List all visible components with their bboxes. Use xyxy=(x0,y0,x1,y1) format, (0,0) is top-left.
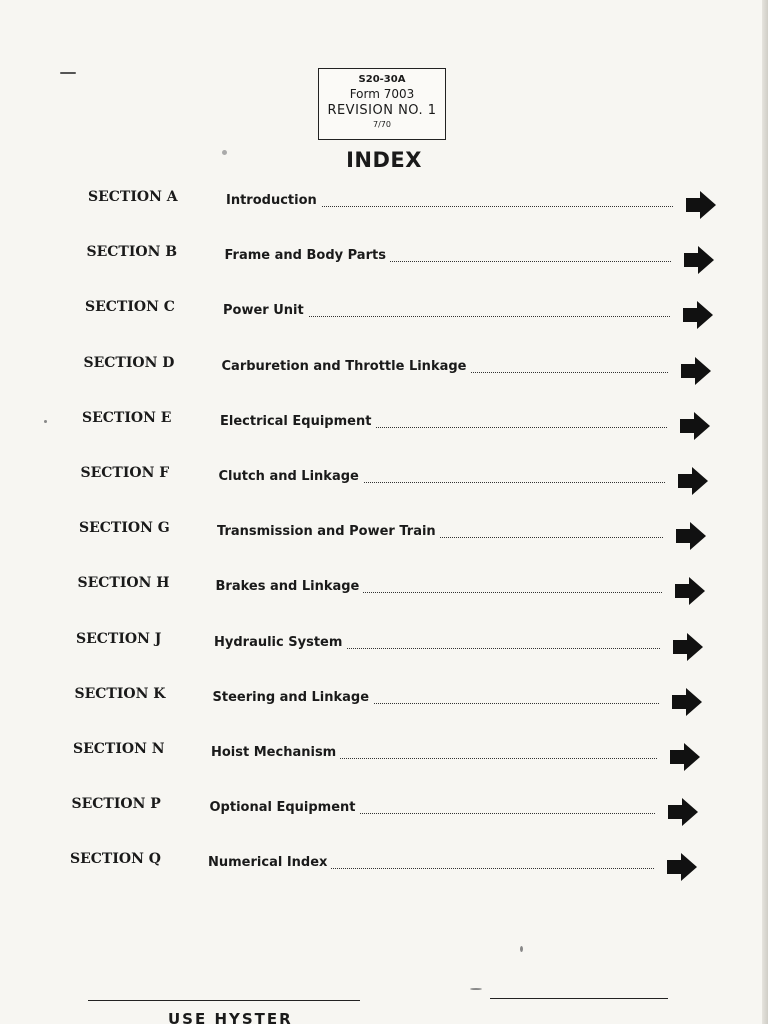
section-topic[interactable]: Optional Equipment xyxy=(210,800,360,815)
section-topic[interactable]: Frame and Body Parts xyxy=(225,248,390,263)
scan-speck xyxy=(44,420,47,423)
index-entry-p[interactable] xyxy=(0,796,768,836)
arrow-right-icon[interactable] xyxy=(672,688,702,716)
footer-rule-right xyxy=(490,998,668,999)
form-revision-box xyxy=(318,68,446,140)
section-topic[interactable]: Hoist Mechanism xyxy=(211,745,340,760)
section-label: SECTION D xyxy=(83,354,175,371)
index-entry-h[interactable] xyxy=(0,575,768,615)
index-entry-f[interactable] xyxy=(0,465,768,505)
arrow-right-icon[interactable] xyxy=(673,633,703,661)
index-entry-a[interactable] xyxy=(0,189,768,229)
index-entry-k[interactable] xyxy=(0,686,768,726)
arrow-right-icon[interactable] xyxy=(667,853,697,881)
section-label: SECTION P xyxy=(71,796,161,813)
arrow-right-icon[interactable] xyxy=(680,412,710,440)
section-label: SECTION G xyxy=(79,520,170,537)
section-topic[interactable]: Hydraulic System xyxy=(214,635,346,650)
footer-text: USE HYSTER xyxy=(168,1010,293,1024)
footer-rule-left xyxy=(88,1000,360,1001)
index-entry-d[interactable] xyxy=(0,355,768,395)
arrow-right-icon[interactable] xyxy=(676,522,706,550)
arrow-right-icon[interactable] xyxy=(684,246,714,274)
section-topic[interactable]: Numerical Index xyxy=(208,855,331,870)
section-label: SECTION A xyxy=(88,189,178,205)
section-label: SECTION J xyxy=(76,630,162,647)
index-entry-j[interactable] xyxy=(0,631,768,671)
scan-speck xyxy=(222,150,227,155)
section-topic[interactable]: Introduction xyxy=(226,193,321,208)
index-entry-n[interactable] xyxy=(0,741,768,781)
arrow-right-icon[interactable] xyxy=(686,191,716,219)
index-entry-e[interactable] xyxy=(0,410,768,450)
arrow-right-icon[interactable] xyxy=(670,743,700,771)
revision-date: 7/70 xyxy=(373,120,391,129)
section-label: SECTION N xyxy=(73,741,165,757)
section-topic[interactable]: Transmission and Power Train xyxy=(217,524,440,539)
index-entry-g[interactable] xyxy=(0,520,768,560)
section-topic[interactable]: Power Unit xyxy=(223,303,308,318)
scan-speck xyxy=(60,72,76,74)
arrow-right-icon[interactable] xyxy=(668,798,698,826)
section-label: SECTION E xyxy=(82,409,172,426)
scan-speck xyxy=(470,988,482,990)
scan-speck xyxy=(520,946,523,952)
section-label: SECTION H xyxy=(77,575,170,592)
section-topic[interactable]: Carburetion and Throttle Linkage xyxy=(222,359,471,374)
section-topic[interactable]: Brakes and Linkage xyxy=(216,579,364,594)
section-topic[interactable]: Steering and Linkage xyxy=(213,690,374,705)
section-topic[interactable]: Clutch and Linkage xyxy=(219,469,363,484)
form-code: S20-30A xyxy=(358,74,406,85)
section-label: SECTION B xyxy=(86,244,178,261)
section-label: SECTION F xyxy=(80,465,170,481)
section-label: SECTION C xyxy=(85,299,175,316)
arrow-right-icon[interactable] xyxy=(678,467,708,495)
arrow-right-icon[interactable] xyxy=(681,357,711,385)
form-number: Form 7003 xyxy=(349,87,415,101)
arrow-right-icon[interactable] xyxy=(683,301,713,329)
index-entry-q[interactable] xyxy=(0,851,768,891)
index-entry-b[interactable] xyxy=(0,244,768,284)
revision-number: REVISION NO. 1 xyxy=(327,103,437,118)
section-label: SECTION K xyxy=(74,685,166,702)
arrow-right-icon[interactable] xyxy=(675,577,705,605)
index-entry-c[interactable] xyxy=(0,299,768,339)
section-topic[interactable]: Electrical Equipment xyxy=(220,414,375,429)
section-label: SECTION Q xyxy=(70,851,161,868)
page-title: INDEX xyxy=(346,148,422,172)
